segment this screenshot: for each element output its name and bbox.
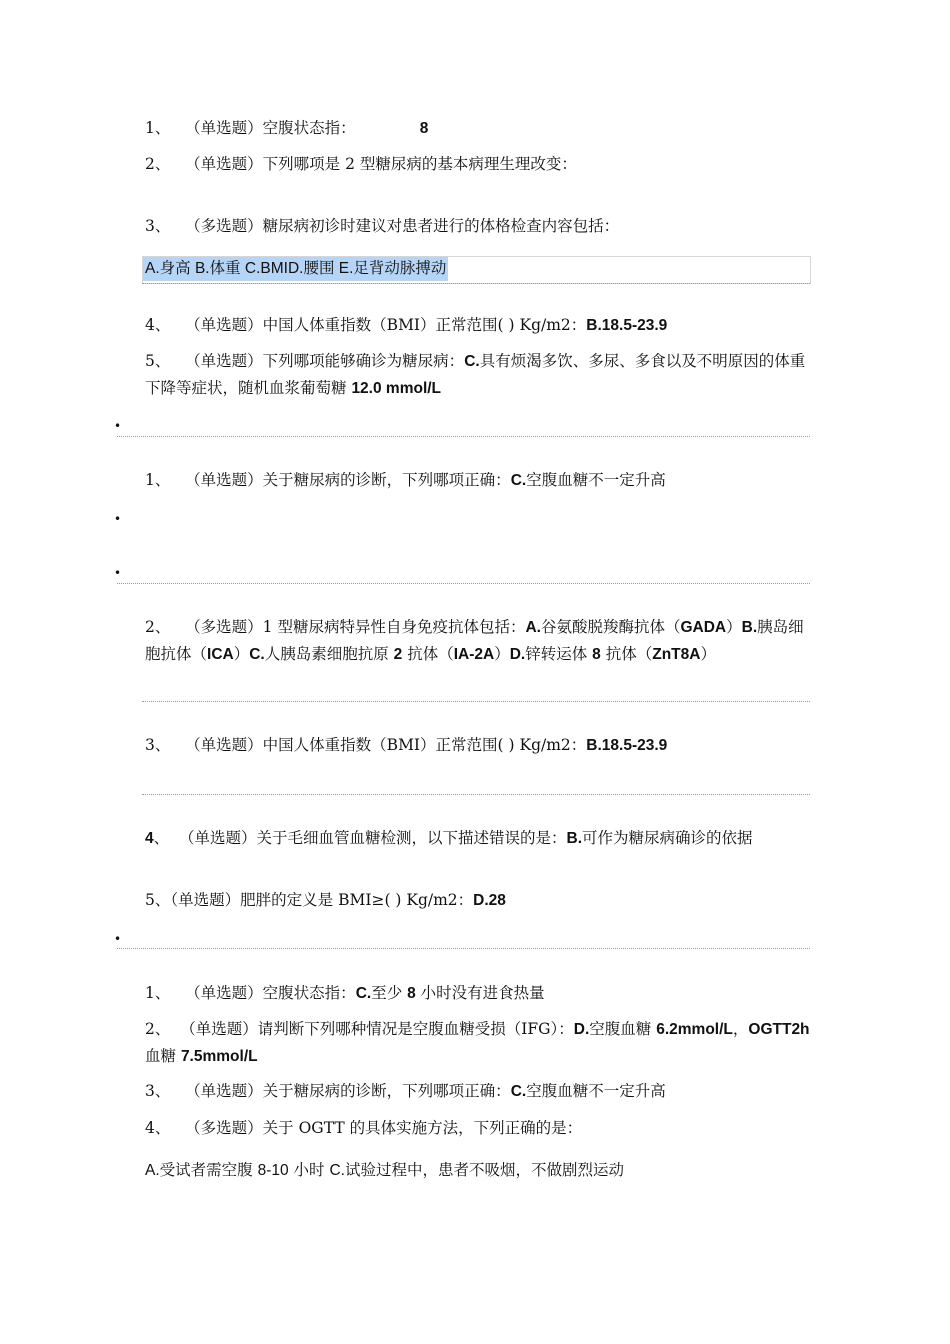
question-type: （单选题） <box>185 316 263 334</box>
question-3-1 <box>145 980 810 1007</box>
question-text: 中国人体重指数（BMI）正常范围( ) Kg/m2： <box>262 316 587 334</box>
dotted-divider <box>117 436 810 437</box>
answer-value: 8-10 <box>257 1162 289 1179</box>
question-answer-value: 7.5mmol/L <box>180 1048 258 1065</box>
question-answer-value: OGTT2h <box>748 1021 810 1038</box>
answer-text: 受试者需空腹 <box>159 1161 258 1179</box>
question-text: 中国人体重指数（BMI）正常范围( ) Kg/m2： <box>262 736 587 754</box>
answer-text: 抗体（ <box>402 645 454 663</box>
question-text: 空腹状态指： <box>262 984 356 1002</box>
question-type: （多选题） <box>185 1119 263 1137</box>
question-answer-letter: B. <box>566 830 583 847</box>
question-answer-value: 6.2mmol/L <box>656 1021 733 1038</box>
question-answer: 8 <box>419 120 429 137</box>
bullet: • <box>114 566 122 580</box>
question-text: 关于糖尿病的诊断，下列哪项正确： <box>262 1082 511 1100</box>
question-answer-letter: C. <box>355 985 372 1002</box>
question-1-4 <box>145 312 810 339</box>
question-2-1 <box>145 467 810 494</box>
question-answer: B.18.5-23.9 <box>586 317 668 334</box>
question-number: 1、 <box>145 984 171 1002</box>
question-answer-text: 空腹血糖不一定升高 <box>526 1082 666 1100</box>
question-number: 2、 <box>145 155 171 173</box>
dotted-divider <box>142 283 810 284</box>
question-answer-text: 可作为糖尿病确诊的依据 <box>582 829 753 847</box>
question-text: 下列哪项是 2 型糖尿病的基本病理生理改变： <box>262 155 577 173</box>
answer-code: IA-2A <box>453 646 495 663</box>
question-number: 1、 <box>145 119 171 137</box>
question-answer-letter: D. <box>573 1021 590 1038</box>
question-answer-text: 空腹血糖 <box>589 1020 657 1038</box>
answer-letter: A. <box>525 619 541 636</box>
question-1-5 <box>145 348 810 402</box>
dotted-divider <box>142 701 810 702</box>
question-answer-text: 具有烦渴多饮、多尿、多食以及不明原因的体重下降等症状，随机血浆葡萄糖 <box>145 352 806 397</box>
answer-code: ZnT8A <box>652 646 701 663</box>
question-type: （单选题） <box>185 119 263 137</box>
bullet: • <box>114 932 122 946</box>
question-type: （多选题） <box>185 618 263 636</box>
question-answer-letter: C. <box>510 472 527 489</box>
question-number: 5、 <box>145 891 171 909</box>
question-type: （单选题） <box>185 155 263 173</box>
answer-text: 胰岛细胞抗体（ <box>145 618 804 663</box>
question-type: （多选题） <box>185 217 263 235</box>
answer-text: 谷氨酸脱羧酶抗体（ <box>540 618 681 636</box>
dotted-divider <box>117 583 810 584</box>
answer-letter: A. <box>145 1162 160 1179</box>
bullet: • <box>114 512 122 526</box>
question-2-4 <box>145 825 810 852</box>
answer-code: ICA <box>207 646 234 663</box>
question-text: 下列哪项能够确诊为糖尿病： <box>262 352 465 370</box>
answer-text: 抗体（ <box>600 645 653 663</box>
dotted-divider <box>142 794 810 795</box>
question-answer: D.28 <box>473 892 506 909</box>
question-answer-text: 至少 <box>371 984 408 1002</box>
question-type: （单选题） <box>185 736 263 754</box>
answer-code: 8 <box>592 646 601 663</box>
answer-box[interactable] <box>142 256 811 284</box>
question-number: 4、 <box>145 1119 171 1137</box>
question-type: （单选题） <box>170 891 241 909</box>
question-1-3 <box>145 213 810 239</box>
question-answer: B.18.5-23.9 <box>586 737 668 754</box>
question-answer-text: 血糖 <box>145 1047 181 1065</box>
question-number: 3、 <box>145 217 171 235</box>
question-number: 3、 <box>145 1082 171 1100</box>
question-number: 4 <box>145 830 154 847</box>
answer-letter: B. <box>741 619 758 636</box>
answer-text: ） <box>700 645 716 663</box>
question-number: 1、 <box>145 471 171 489</box>
question-1-1 <box>145 115 810 142</box>
question-answer-letter: C. <box>510 1083 527 1100</box>
answer-letter: C. <box>249 646 265 663</box>
question-number-suffix: 、 <box>153 829 170 847</box>
question-answer-value: 12.0 mmol/L <box>351 380 442 397</box>
question-text: 肥胖的定义是 BMI≥( ) Kg/m2： <box>240 891 474 909</box>
question-3-4-answer <box>145 1157 810 1184</box>
question-number: 3、 <box>145 736 171 754</box>
question-text: 关于毛细血管血糖检测，以下描述错误的是： <box>256 829 567 847</box>
question-1-2 <box>145 151 810 177</box>
question-number: 2、 <box>145 1020 171 1038</box>
question-answer-letter: C. <box>464 353 480 370</box>
question-2-2 <box>145 614 810 668</box>
question-number: 5、 <box>145 352 171 370</box>
question-answer-text: 小时没有进食热量 <box>415 984 545 1002</box>
answer-code: GADA <box>680 619 727 636</box>
question-answer-text: 空腹血糖不一定升高 <box>526 471 666 489</box>
question-type: （单选题） <box>179 829 257 847</box>
question-type: （单选题） <box>185 984 263 1002</box>
question-number: 4、 <box>145 316 171 334</box>
question-type: （单选题） <box>185 352 263 370</box>
question-answer-value: 8 <box>407 985 416 1002</box>
answer-letter: C. <box>329 1162 345 1179</box>
question-text: 空腹状态指： <box>262 119 356 137</box>
highlighted-answer[interactable]: A.身高 B.体重 C.BMID.腰围 E.足背动脉搏动 <box>143 257 448 281</box>
answer-text: ） <box>726 618 742 636</box>
dotted-divider <box>117 948 810 949</box>
answer-code: 2 <box>393 646 403 663</box>
question-number: 2、 <box>145 618 171 636</box>
question-2-5 <box>145 887 810 914</box>
answer-text: 试验过程中，患者不吸烟，不做剧烈运动 <box>344 1161 624 1179</box>
answer-text: 锌转运体 <box>525 645 593 663</box>
question-type: （单选题） <box>180 1020 258 1038</box>
question-3-3 <box>145 1078 810 1105</box>
question-text: 请判断下列哪种情况是空腹血糖受损（IFG）： <box>257 1020 574 1038</box>
answer-text: 小时 <box>288 1161 330 1179</box>
question-2-3 <box>145 732 810 759</box>
answer-text: ） <box>494 645 510 663</box>
question-answer-text: ， <box>732 1020 749 1038</box>
question-type: （单选题） <box>185 1082 263 1100</box>
question-3-4 <box>145 1115 810 1141</box>
answer-text: ） <box>233 645 250 663</box>
answer-letter: D. <box>509 646 526 663</box>
bullet: • <box>114 419 122 433</box>
question-text: 糖尿病初诊时建议对患者进行的体格检查内容包括： <box>262 217 620 235</box>
answer-text: 人胰岛素细胞抗原 <box>264 645 394 663</box>
question-3-2 <box>145 1016 810 1070</box>
question-text: 关于 OGTT 的具体实施方法，下列正确的是： <box>262 1119 583 1137</box>
question-text: 1 型糖尿病特异性自身免疫抗体包括： <box>262 618 526 636</box>
question-type: （单选题） <box>185 471 263 489</box>
question-text: 关于糖尿病的诊断，下列哪项正确： <box>262 471 511 489</box>
